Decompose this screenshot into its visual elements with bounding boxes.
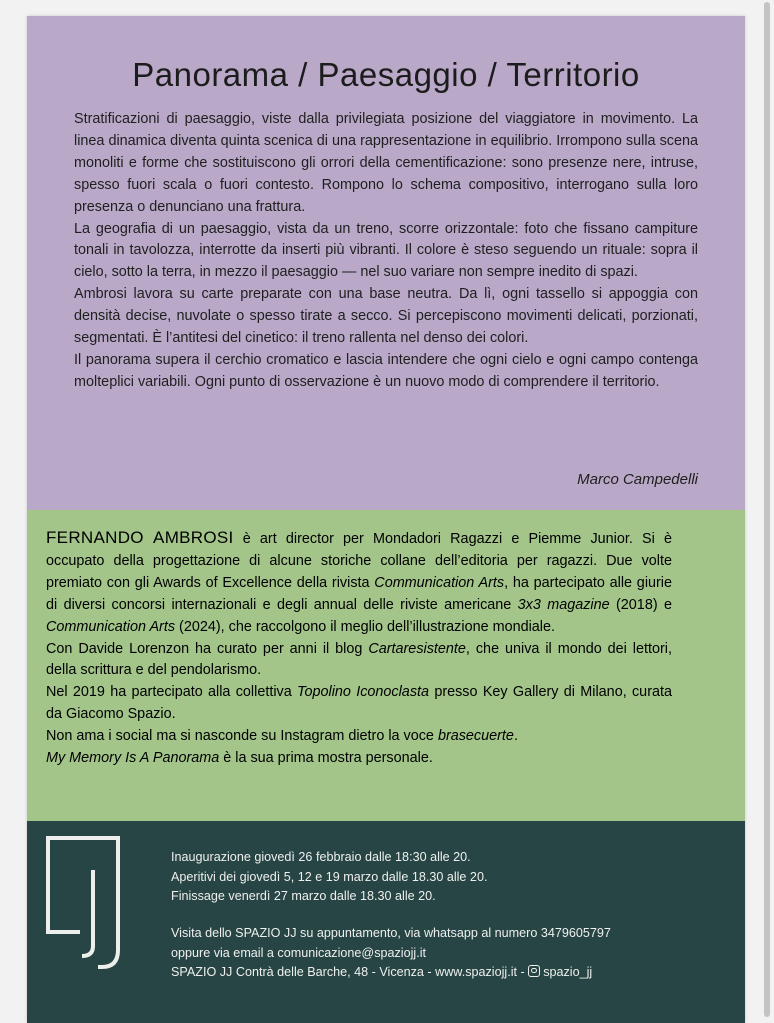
bio-text: Non ama i social ma si nasconde su Instagram dietro la voce bbox=[46, 728, 438, 745]
bio-text: , ha partecipato alle giurie di diversi concorsi internazionali e degli annual delle riviste americane bbox=[46, 574, 673, 613]
bio-text: , che univa il mondo dei lettori, della scrittura e del pendolarismo. bbox=[46, 640, 672, 679]
bio-emphasis: Cartaresistente bbox=[368, 640, 466, 657]
bio-emphasis: Communication Arts bbox=[46, 618, 176, 635]
bio-paragraph bbox=[46, 527, 672, 639]
bio-paragraph bbox=[46, 748, 672, 770]
bio-text: Nel 2019 ha partecipato alla collettiva bbox=[46, 684, 298, 701]
scrollbar-thumb[interactable] bbox=[764, 2, 770, 1017]
visit-info: Visita dello SPAZIO JJ su appuntamento, via whatsapp al numero 3479605797 bbox=[171, 926, 611, 940]
essay-paragraph: Il panorama supera il cerchio cromatico e lascia intendere che ogni cielo e ogni campo contenga molteplici variabili. Ogni punto di osservazione è un nuovo modo di comprendere il territorio. bbox=[74, 351, 698, 390]
essay-author: Marco Campedelli bbox=[577, 471, 698, 488]
bio-emphasis: brasecuerte bbox=[437, 728, 514, 745]
scrollbar-track[interactable] bbox=[760, 0, 774, 1023]
bio-emphasis: 3x3 magazine bbox=[517, 596, 610, 613]
bio-text: è la sua prima mostra personale. bbox=[219, 750, 433, 767]
bio-text: presso Key Gallery di Milano, curata da Giacomo Spazio. bbox=[46, 684, 672, 723]
essay-text bbox=[74, 109, 698, 394]
email-info: oppure via email a comunicazione@spaziojj.it bbox=[171, 945, 426, 960]
address-info bbox=[171, 963, 611, 983]
bio-text: . bbox=[513, 728, 518, 745]
instagram-handle: spazio_jj bbox=[543, 965, 593, 979]
bio-text: è art director per Mondadori Ragazzi e Piemme Junior. Si è occupato della progettazione di alcune storiche collane dell’editoria per ragazzi. Due volte premiato con gli Awards of Excellence della rivista bbox=[46, 531, 672, 591]
bio-paragraph bbox=[46, 682, 672, 726]
artist-name: FERNANDO AMBROSI bbox=[46, 528, 234, 547]
bio-emphasis: Topolino Iconoclasta bbox=[297, 684, 430, 701]
instagram-icon bbox=[528, 965, 540, 977]
bio-text: (2018) e bbox=[609, 596, 672, 613]
bio-paragraph bbox=[46, 726, 672, 748]
address-text: SPAZIO JJ Contrà delle Barche, 48 - Vicenza - www.spaziojj.it - bbox=[171, 965, 529, 979]
bio-text: (2024), che raccolgono il meglio dell’illustrazione mondiale. bbox=[175, 618, 555, 635]
aperitif-dates: Aperitivi dei giovedì 5, 12 e 19 marzo dalle 18.30 alle 20. bbox=[171, 869, 488, 884]
artist-bio bbox=[46, 527, 672, 770]
page-title: Panorama / Paesaggio / Territorio bbox=[132, 56, 640, 93]
opening-date: Inaugurazione giovedì 26 febbraio dalle 18:30 alle 20. bbox=[171, 850, 471, 864]
finissage-date: Finissage venerdì 27 marzo dalle 18.30 alle 20. bbox=[171, 889, 436, 903]
bio-emphasis: My Memory Is A Panorama bbox=[46, 750, 220, 767]
bio-paragraph bbox=[46, 639, 672, 683]
spazio-jj-logo-icon bbox=[46, 836, 120, 969]
essay-section bbox=[27, 16, 745, 510]
event-dates bbox=[171, 848, 487, 907]
contact-info bbox=[171, 924, 611, 983]
bio-text: Con Davide Lorenzon ha curato per anni il blog bbox=[46, 640, 369, 657]
essay-paragraph: Ambrosi lavora su carte preparate con una base neutra. Da lì, ogni tassello si appoggia con densità decise, nuvolate o spesso tirate a secco. Si percepiscono movimenti delicati, porzionati, segmentati. È l’antitesi del cinetico: il treno rallenta nel denso dei colori. bbox=[74, 286, 698, 347]
essay-paragraph: La geografia di un paesaggio, vista da un treno, scorre orizzontale: foto che fissano campiture tonali in tavolozza, interrotte da inserti più vibranti. Il colore è steso seguendo un rituale: sopra il cielo, sotto la terra, in mezzo il paesaggio — nel suo variare non sempre inedito di spazi. bbox=[74, 220, 698, 281]
essay-paragraph: Stratificazioni di paesaggio, viste dalla privilegiata posizione del viaggiatore in movimento. La linea dinamica diventa quinta scenica di una rappresentazione in equilibrio. Irrompono sulla scena monoliti e forme che sostituiscono gli orrori della cementificazione: sono presenze nere, intruse, spesso fuori scala o fuori contesto. Rompono lo schema compositivo, interrogano sulla loro presenza o denunciano una frattura. bbox=[74, 111, 698, 215]
bio-emphasis: Communication Arts bbox=[374, 574, 505, 591]
